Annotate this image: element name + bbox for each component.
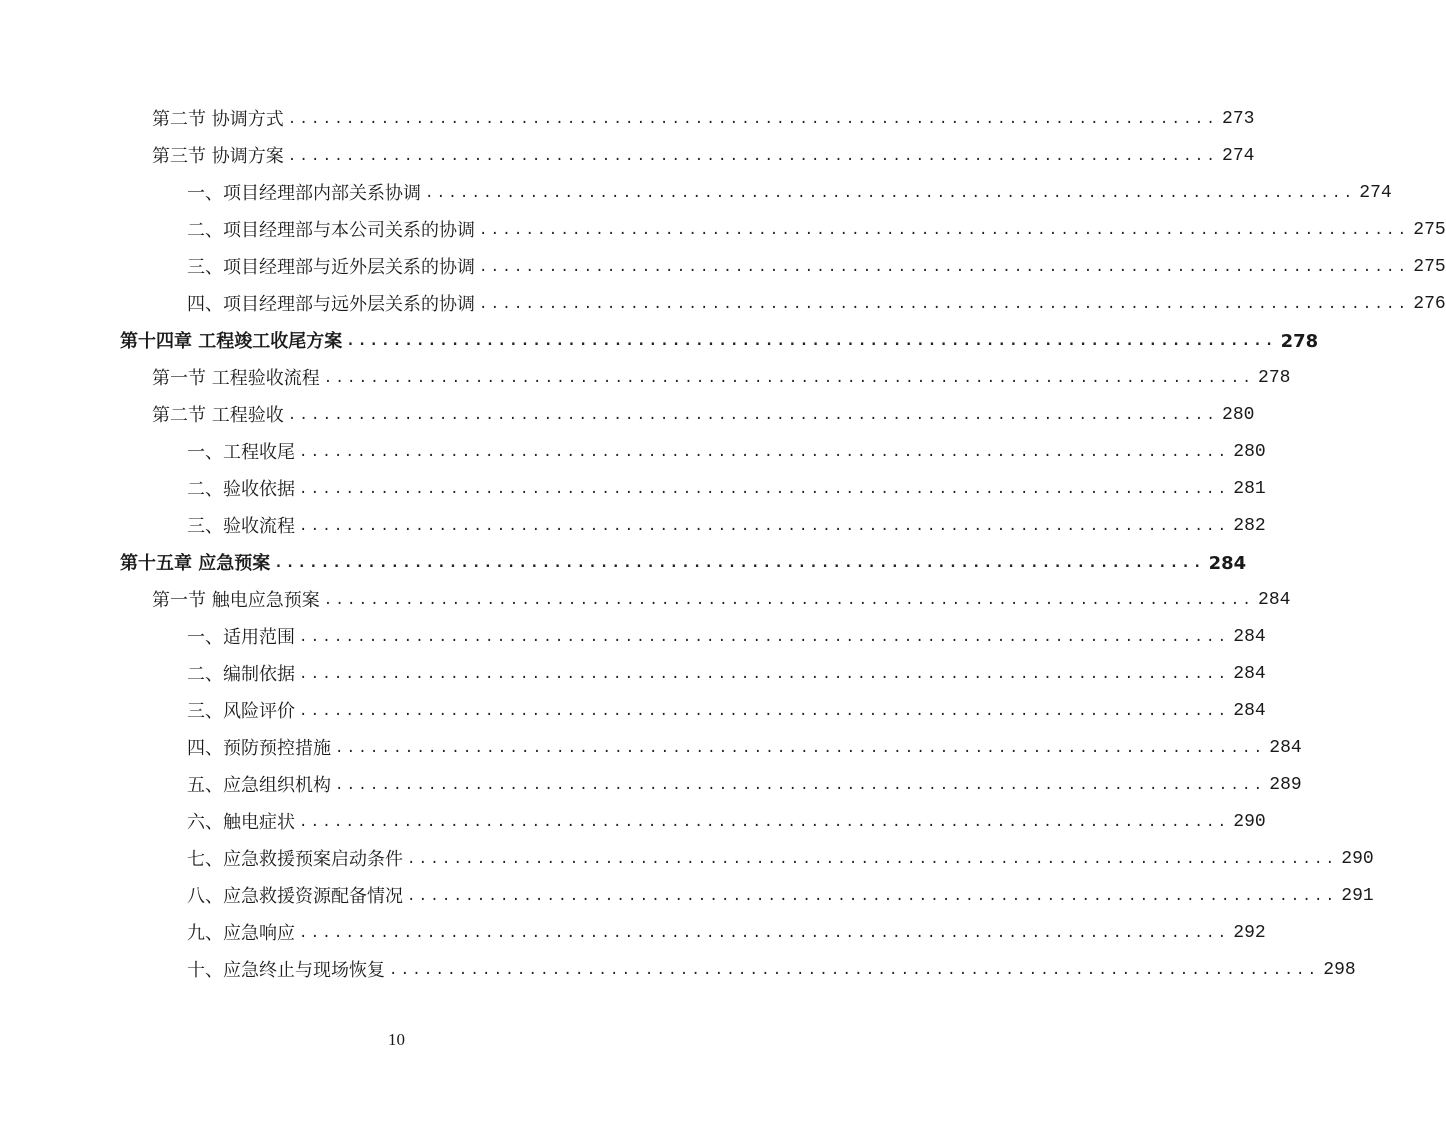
dot-leader: ................................................................................ — [287, 111, 1219, 127]
toc-entry-title: 六、触电症状 — [187, 812, 295, 833]
dot-leader: ................................................................................ — [335, 740, 1266, 756]
toc-entry-page: 278 — [1258, 368, 1291, 388]
toc-entry[interactable] — [187, 175, 1392, 212]
toc-entry-title: 二、验收依据 — [187, 479, 295, 500]
toc-entry-page: 284 — [1233, 627, 1266, 647]
toc-entry[interactable] — [187, 915, 1266, 952]
toc-entry-page: 274 — [1359, 183, 1392, 203]
toc-entry[interactable] — [187, 619, 1266, 656]
toc-entry-page: 291 — [1341, 886, 1374, 906]
toc-entry-page: 284 — [1233, 701, 1266, 721]
dot-leader: ................................................................................ — [299, 518, 1230, 534]
toc-entry[interactable] — [187, 212, 1446, 249]
toc-entry[interactable] — [187, 471, 1266, 508]
toc-entry-title: 五、应急组织机构 — [187, 775, 331, 796]
toc-entry[interactable] — [152, 360, 1291, 397]
dot-leader: ................................................................................ — [323, 592, 1255, 608]
toc-entry-title: 七、应急救援预案启动条件 — [187, 849, 403, 870]
toc-entry[interactable] — [187, 508, 1266, 545]
dot-leader: ................................................................................ — [479, 259, 1410, 275]
toc-entry-page: 284 — [1233, 664, 1266, 684]
toc-entry-page: 284 — [1208, 553, 1247, 574]
toc-entry-title: 四、预防预控措施 — [187, 738, 331, 759]
toc-entry[interactable] — [152, 397, 1255, 434]
dot-leader: ................................................................................ — [407, 851, 1338, 867]
toc-entry[interactable] — [187, 249, 1446, 286]
toc-entry-page: 275 — [1413, 220, 1446, 240]
toc-entry-title: 三、项目经理部与近外层关系的协调 — [187, 257, 475, 278]
toc-entry-page: 280 — [1222, 405, 1255, 425]
toc-chapter-entry[interactable] — [120, 545, 1247, 582]
toc-entry-page: 284 — [1258, 590, 1291, 610]
toc-entry[interactable] — [187, 286, 1446, 323]
toc-entry[interactable] — [152, 101, 1255, 138]
toc-entry-page: 290 — [1341, 849, 1374, 869]
dot-leader: ................................................................................ — [346, 333, 1277, 349]
toc-entry-title: 第十五章 应急预案 — [120, 553, 271, 574]
dot-leader: ................................................................................ — [299, 703, 1230, 719]
toc-entry[interactable] — [152, 582, 1291, 619]
toc-entry[interactable] — [187, 656, 1266, 693]
dot-leader: ................................................................................ — [299, 444, 1230, 460]
toc-entry-title: 第一节 触电应急预案 — [152, 590, 320, 611]
toc-entry-page: 273 — [1222, 109, 1255, 129]
toc-entry-title: 第三节 协调方案 — [152, 146, 284, 167]
toc-entry[interactable] — [152, 138, 1255, 175]
toc-entry[interactable] — [187, 767, 1302, 804]
toc-entry[interactable] — [187, 878, 1374, 915]
toc-entry-page: 280 — [1233, 442, 1266, 462]
dot-leader: ................................................................................ — [299, 629, 1230, 645]
toc-entry-page: 292 — [1233, 923, 1266, 943]
dot-leader: ................................................................................ — [299, 481, 1230, 497]
toc-entry-page: 284 — [1269, 738, 1302, 758]
toc-entry[interactable] — [187, 730, 1302, 767]
dot-leader: ................................................................................ — [299, 666, 1230, 682]
toc-entry[interactable] — [187, 434, 1266, 471]
dot-leader: ................................................................................ — [389, 962, 1320, 978]
toc-entry[interactable] — [187, 841, 1374, 878]
toc-entry-page: 281 — [1233, 479, 1266, 499]
toc-entry-title: 二、项目经理部与本公司关系的协调 — [187, 220, 475, 241]
dot-leader: ................................................................................ — [425, 185, 1356, 201]
dot-leader: ................................................................................ — [479, 222, 1410, 238]
toc-entry-page: 275 — [1413, 257, 1446, 277]
toc-entry-title: 三、验收流程 — [187, 516, 295, 537]
toc-entry-title: 九、应急响应 — [187, 923, 295, 944]
toc-entry-title: 四、项目经理部与远外层关系的协调 — [187, 294, 475, 315]
toc-entry-title: 第二节 工程验收 — [152, 405, 284, 426]
page-number: 10 — [388, 1030, 405, 1049]
toc-entry-title: 第一节 工程验收流程 — [152, 368, 320, 389]
toc-entry-title: 第十四章 工程竣工收尾方案 — [120, 331, 343, 352]
toc-entry-page: 290 — [1233, 812, 1266, 832]
toc-entry-page: 276 — [1413, 294, 1446, 314]
toc-entry-title: 三、风险评价 — [187, 701, 295, 722]
dot-leader: ................................................................................ — [287, 407, 1219, 423]
dot-leader: ................................................................................ — [287, 148, 1219, 164]
dot-leader: ................................................................................ — [299, 814, 1230, 830]
toc-entry-title: 十、应急终止与现场恢复 — [187, 960, 385, 981]
toc-entry-title: 第二节 协调方式 — [152, 109, 284, 130]
toc-entry-title: 二、编制依据 — [187, 664, 295, 685]
dot-leader: ................................................................................ — [335, 777, 1266, 793]
toc-entry-page: 278 — [1280, 331, 1319, 352]
dot-leader: ................................................................................ — [274, 555, 1205, 571]
toc-entry-title: 一、项目经理部内部关系协调 — [187, 183, 421, 204]
toc-entry[interactable] — [187, 804, 1266, 841]
toc-entry[interactable] — [187, 693, 1266, 730]
toc-entry-page: 274 — [1222, 146, 1255, 166]
toc-entry-title: 一、工程收尾 — [187, 442, 295, 463]
toc-chapter-entry[interactable] — [120, 323, 1319, 360]
toc-entry-page: 298 — [1323, 960, 1356, 980]
dot-leader: ................................................................................ — [299, 925, 1230, 941]
toc-entry-page: 289 — [1269, 775, 1302, 795]
dot-leader: ................................................................................ — [407, 888, 1338, 904]
toc-entry-title: 一、适用范围 — [187, 627, 295, 648]
dot-leader: ................................................................................ — [323, 370, 1255, 386]
toc-entry[interactable] — [187, 952, 1356, 989]
dot-leader: ................................................................................ — [479, 296, 1410, 312]
toc-entry-title: 八、应急救援资源配备情况 — [187, 886, 403, 907]
toc-entry-page: 282 — [1233, 516, 1266, 536]
